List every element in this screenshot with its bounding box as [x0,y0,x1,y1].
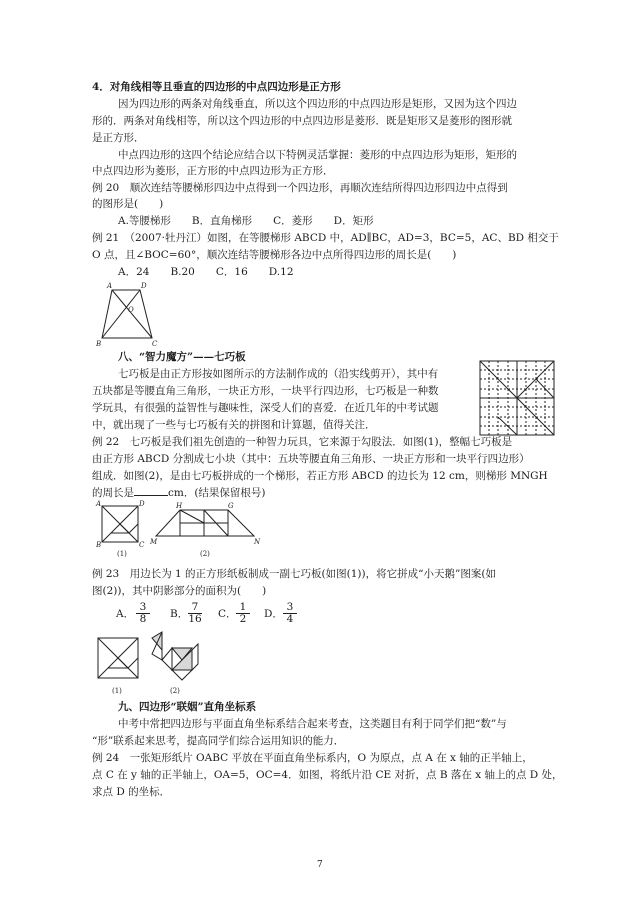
trapezoid-label: C [152,340,158,348]
example22-line: 由正方形 ABCD 分割成七小块（其中：五块等腰直角三角形、一块正方形和一块平行四边形） [92,453,530,465]
page-number: 7 [317,860,323,870]
figure-caption: (1) [112,687,122,695]
option-a-label: A． [116,608,135,620]
example22-line [92,486,266,500]
tangram-square-figure-2 [96,636,140,680]
example24-line: 例 24 一张矩形纸片 OABC 平放在平面直角坐标系内，O 为原点，点 A 在 x 轴的正半轴上， [92,752,533,764]
tangram-label: C [139,541,145,549]
example22-line: 组成．如图(2)，是由七巧板拼成的一个梯形，若正方形 ABCD 的边长为 12 cm，则梯形 MNGH [92,470,548,482]
trapezoid-label: A [107,282,113,290]
section4-paragraph-line: 因为四边形的两条对角线垂直，所以这个四边形的中点四边形是矩形，又因为这个四边 [118,98,517,110]
denominator: 16 [188,613,202,625]
tangram-label: N [254,538,261,546]
swan-figure [148,630,202,684]
section9-title: 九、四边形“联姻”直角坐标系 [118,701,257,713]
option-c-label: C． [218,608,237,620]
option-c-fraction [236,602,250,625]
trapezoid-label: D [141,282,147,290]
example23-line: 例 23 用边长为 1 的正方形纸板制成一副七巧板(如图(1))，将它拼成“小天鹅”图案(如 [92,568,496,580]
section8-title: 八、“智力魔方”——七巧板 [118,351,246,363]
denominator: 8 [139,613,147,625]
section8-paragraph-line: 学玩具，有很强的益智性与趣味性，深受人们的喜爱．在近几年的中考试题 [92,402,439,414]
option-d-label: D． [264,608,283,620]
example24-line: 点 C 在 y 轴的正半轴上，OA=5，OC=4．如图，将纸片沿 CE 对折，点 B 落在 x 轴上的点 D 处， [92,769,563,781]
option-a-fraction [136,602,150,625]
denominator: 4 [286,613,294,625]
tangram-label: D [139,500,145,508]
trapezoid-label: B [96,340,102,348]
figure-caption: (2) [170,687,180,695]
numerator: 7 [188,602,202,614]
example20-options: A.等腰梯形 B．直角梯形 C．菱形 D．矩形 [118,215,374,227]
tangram-label: H [176,502,183,510]
trapezoid-figure [98,280,158,346]
example21-line: O 点，且∠BOC=60°，顺次连结等腰梯形各边中点所得四边形的周长是( ) [92,249,457,261]
section4-paragraph-line: 中点四边形的这四个结论应结合以下特例灵活掌握：菱形的中点四边形为矩形，矩形的 [118,149,517,161]
option-b-label: B． [170,608,189,620]
tangram-label: M [150,538,158,546]
numerator: 3 [136,602,150,614]
example21-line: 例 21 （2007·牡丹江）如图，在等腰梯形 ABCD 中，AD∥BC，AD=3，BC=5，AC、BD 相交于 [92,232,559,244]
section9-paragraph-line: “形”联系起来思考，提高同学们综合运用知识的能力． [92,735,345,747]
tangram-square-figure [96,500,145,549]
tangram-trapezoid-figure [150,500,262,550]
example24-line: 求点 D 的坐标． [92,786,171,798]
example23-line: 图(2))，其中阴影部分的面积为( ) [92,585,267,597]
option-b-fraction [188,602,202,625]
answer-blank [134,486,168,496]
section8-paragraph-line: 七巧板是由正方形按如图所示的方法制作成的（沿实线剪开），其中有 [118,368,439,380]
section8-paragraph-line: 中，就出现了一些与七巧板有关的拼图和计算题，值得关注． [92,419,376,431]
section9-paragraph-line: 中考中常把四边形与平面直角坐标系结合起来考查，这类题目有利于同学们把“数”与 [118,718,507,730]
example20-line: 的图形是( ) [92,198,164,210]
section8-paragraph-line: 五块都是等腰直角三角形，一块正方形，一块平行四边形，七巧板是一种数 [92,385,439,397]
denominator: 2 [239,613,247,625]
example20-line: 例 20 顺次连结等腰梯形四边中点得到一个四边形，再顺次连结所得四边形四边中点得到 [92,182,508,194]
example21-options: A．24 B.20 C．16 D.12 [118,266,294,278]
example22-text: 的周长是 [92,487,134,499]
trapezoid-label: O [128,306,134,314]
numerator: 3 [283,602,297,614]
tangram-grid-figure [479,360,555,436]
example22-line: 例 22 七巧板是我们祖先创造的一种智力玩具，它来源于勾股法．如图(1)，整幅七巧板是 [92,436,513,448]
figure-caption: (1) [117,550,127,558]
section4-title: 4．对角线相等且垂直的四边形的中点四边形是正方形 [92,81,341,93]
tangram-label: A [96,500,102,508]
figure-caption: (2) [200,550,210,558]
tangram-label: G [228,502,234,510]
section4-paragraph-line: 形的．两条对角线相等，所以这个四边形的中点四边形是菱形．既是矩形又是菱形的图形就 [92,115,512,127]
tangram-label: B [96,541,102,549]
option-d-fraction [283,602,297,625]
section4-paragraph-line: 是正方形． [92,132,145,144]
section4-paragraph-line: 中点四边形为菱形，正方形的中点四边形为正方形． [92,165,334,177]
example22-text: cm．(结果保留根号) [168,487,266,499]
numerator: 1 [236,602,250,614]
